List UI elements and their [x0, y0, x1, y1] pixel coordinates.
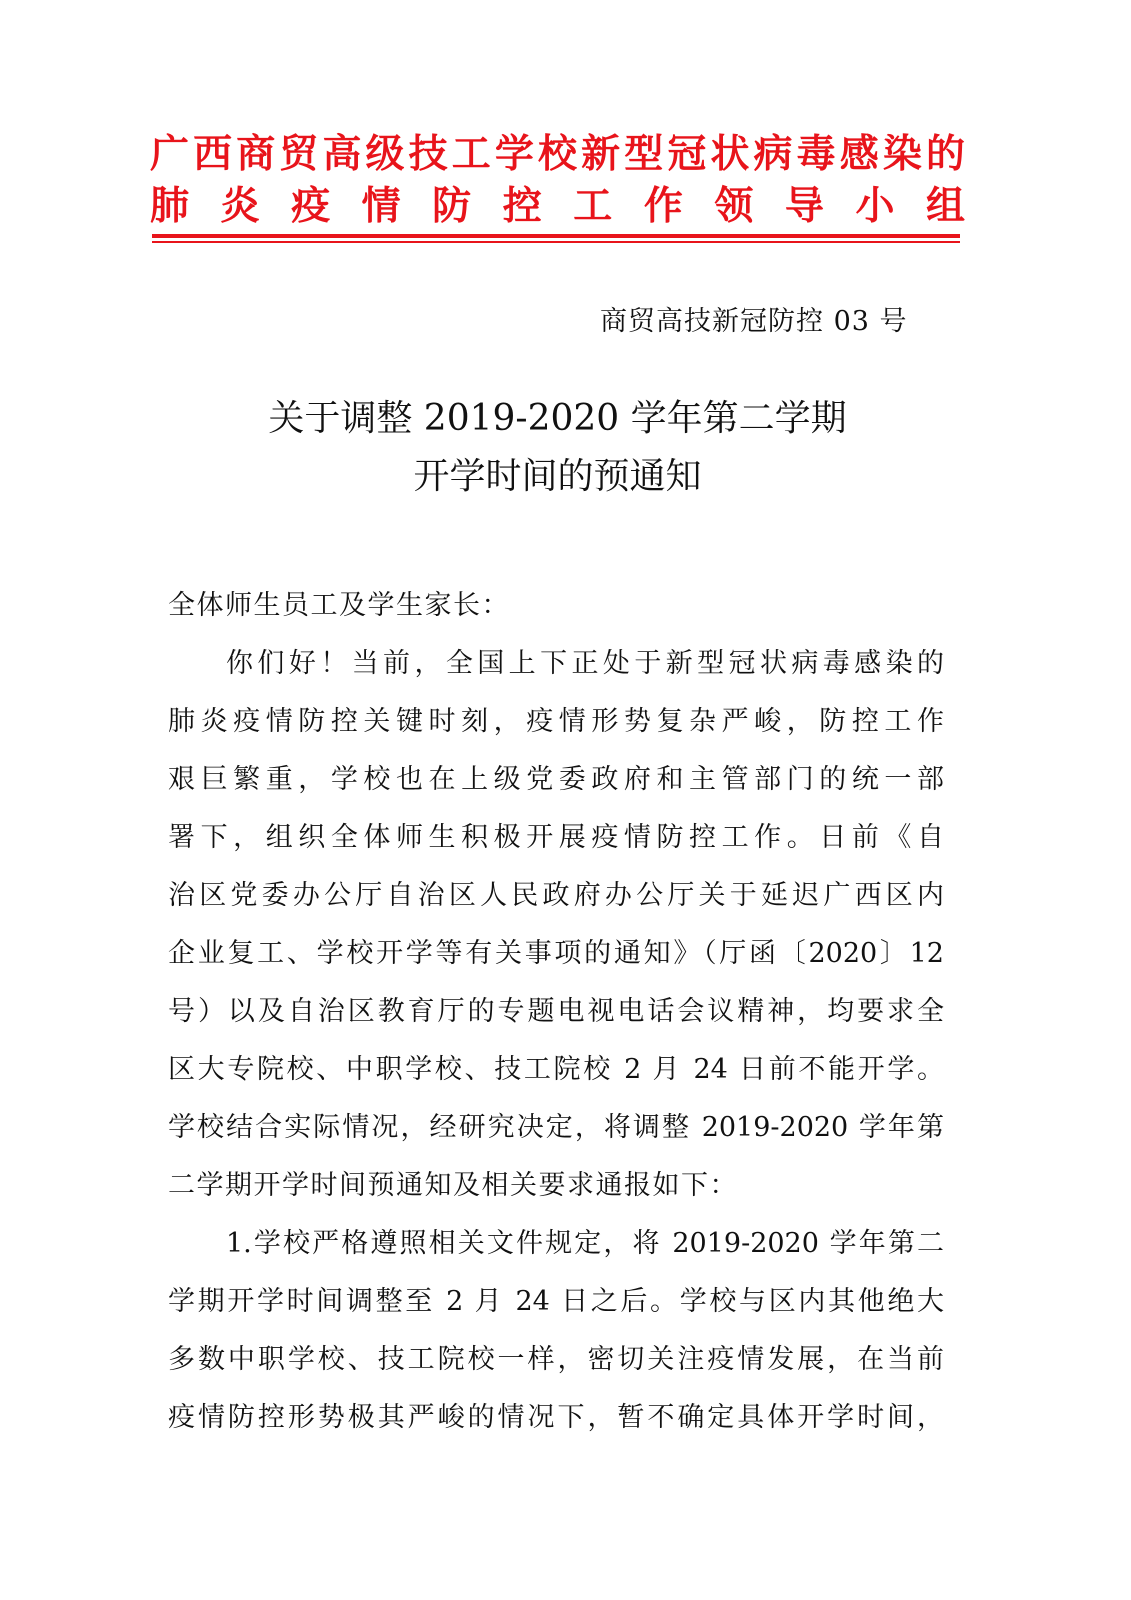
paragraph-line: 肺炎疫情防控关键时刻，疫情形势复杂严峻，防控工作: [168, 706, 944, 737]
paragraph-2: [168, 1215, 944, 1447]
salutation: 全体师生员工及学生家长：: [168, 590, 510, 621]
paragraph-line: 署下，组织全体师生积极开展疫情防控工作。日前《自: [168, 822, 944, 853]
letterhead: [150, 128, 965, 232]
paragraph-line: 学期开学时间调整至 2 月 24 日之后。学校与区内其他绝大: [168, 1286, 944, 1317]
notice-title-line-2: 开学时间的预通知: [413, 456, 702, 497]
paragraph-line: 企业复工、学校开学等有关事项的通知》（厅函〔2020〕12: [168, 938, 944, 969]
letterhead-rule-thick: [152, 234, 960, 238]
paragraph-line: 艰巨繁重，学校也在上级党委政府和主管部门的统一部: [168, 764, 944, 795]
paragraph-line: 二学期开学时间预通知及相关要求通报如下：: [168, 1170, 738, 1201]
paragraph-line: 区大专院校、中职学校、技工院校 2 月 24 日前不能开学。: [168, 1054, 944, 1085]
letterhead-line-2: 肺 炎 疫 情 防 控 工 作 领 导 小 组: [150, 183, 965, 229]
paragraph-line: 治区党委办公厅自治区人民政府办公厅关于延迟广西区内: [168, 880, 944, 911]
letterhead-rule-thin: [152, 241, 960, 243]
paragraph-line: 号）以及自治区教育厅的专题电视电话会议精神，均要求全: [168, 996, 944, 1027]
letterhead-line-1: 广西商贸高级技工学校新型冠状病毒感染的: [150, 131, 965, 177]
paragraph-line: 你们好！当前，全国上下正处于新型冠状病毒感染的: [226, 648, 944, 679]
document-number: 商贸高技新冠防控 03 号: [600, 306, 908, 337]
notice-title-line-1: 关于调整 2019-2020 学年第二学期: [268, 398, 847, 439]
paragraph-line: 1.学校严格遵照相关文件规定，将 2019-2020 学年第二: [226, 1228, 944, 1259]
paragraph-1: [168, 635, 944, 1215]
notice-title: [150, 390, 965, 506]
paragraph-line: 学校结合实际情况，经研究决定，将调整 2019-2020 学年第: [168, 1112, 944, 1143]
paragraph-line: 疫情防控形势极其严峻的情况下，暂不确定具体开学时间，: [168, 1402, 944, 1433]
notice-body: [168, 577, 944, 1447]
paragraph-line: 多数中职学校、技工院校一样，密切关注疫情发展，在当前: [168, 1344, 944, 1375]
